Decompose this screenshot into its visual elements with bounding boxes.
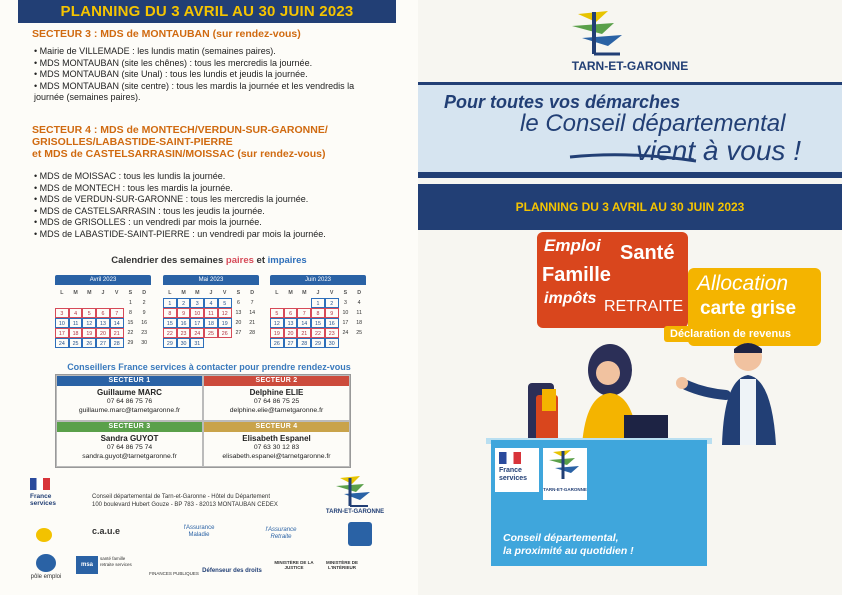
calendar-day: 1: [311, 298, 325, 308]
left-page: [0, 0, 418, 595]
calendar-weekday: D: [357, 290, 362, 296]
calendar-day: 29: [311, 338, 325, 348]
topic-impots: impôts: [544, 290, 597, 307]
calendar-day: 21: [110, 328, 124, 338]
calendar-day: 11: [69, 318, 83, 328]
tarn-et-garonne-text: TARN-ET-GARONNE: [325, 509, 385, 515]
topic-emploi: Emploi: [544, 236, 601, 255]
calendar-day: 17: [190, 318, 204, 328]
calendar-day: 15: [127, 320, 134, 326]
calendar-day: 30: [177, 338, 191, 348]
address: [92, 493, 278, 509]
calendar-weekday: M: [87, 290, 92, 296]
calendar-day: [339, 338, 353, 348]
calendar-day: 11: [356, 310, 362, 316]
calendar-day: 3: [190, 298, 204, 308]
calendar-day: 23: [177, 328, 191, 338]
calendar-weekday: L: [168, 290, 172, 296]
calendar-day: 17: [55, 328, 69, 338]
counsellor-cell: [203, 375, 350, 421]
calendar-day: 5: [218, 298, 232, 308]
calendar-day: 19: [82, 328, 96, 338]
sector-label: SECTEUR 3: [57, 422, 202, 432]
calendar-day: 18: [356, 320, 363, 326]
counsellor-phone: 07 64 86 75 74: [106, 443, 153, 451]
calendar-day: 29: [163, 338, 177, 348]
sector4-title: [32, 124, 328, 160]
sector4-title-line: et MDS de CASTELSARRASIN/MOISSAC (sur rendez-vous): [32, 148, 326, 160]
calendar-title-odd: impaires: [267, 255, 307, 266]
topic-declaration: Déclaration de revenus: [664, 326, 797, 342]
calendar-day: 23: [141, 330, 148, 336]
calendar-day: 29: [127, 340, 134, 346]
calendar-day: 2: [142, 300, 146, 306]
planning-banner: PLANNING DU 3 AVRIL AU 30 JUIN 2023: [418, 184, 842, 230]
counsellor-name: Elisabeth Espanel: [242, 434, 311, 443]
slogan-line-2: le Conseil départemental: [520, 110, 786, 137]
calendar-month: [163, 275, 259, 348]
calendar-day: 16: [177, 318, 191, 328]
calendar-day: 3: [343, 300, 347, 306]
sector4-list: [34, 171, 406, 241]
tarn-et-garonne-emblem-icon: [330, 474, 380, 508]
calendar-day: 10: [342, 310, 349, 316]
calendar-day: 28: [249, 330, 256, 336]
list-item: • MDS MONTAUBAN (site les chênes) : tous les mercredis la journée.: [34, 57, 313, 68]
counsellor-phone: 07 64 86 75 25: [253, 397, 300, 405]
ministere-justice-logo: MINISTÈRE DE LA JUSTICE: [274, 560, 314, 570]
counter-illustration: [500, 335, 820, 445]
address-line: 100 boulevard Hubert Gouze - BP 783 - 82013 MONTAUBAN CEDEX: [92, 502, 278, 508]
calendar-day: 25: [204, 328, 218, 338]
calendar-day: 9: [325, 308, 339, 318]
calendar-weekday: M: [288, 290, 293, 296]
calendar-day: 3: [55, 308, 69, 318]
sector4-title-line: GRISOLLES/LABASTIDE-SAINT-PIERRE: [32, 136, 233, 148]
calendar-day: 28: [297, 338, 311, 348]
ministere-interieur-logo: MINISTÈRE DE L'INTÉRIEUR: [325, 560, 358, 570]
counsellor-name: Delphine ELIE: [249, 388, 304, 397]
calendar-day: 6: [284, 308, 298, 318]
slogan-line-1: Pour toutes vos démarches: [444, 92, 681, 112]
topic-allocation: Allocation: [697, 272, 789, 295]
calendar-month-title: Avril 2023: [55, 275, 151, 285]
calendar-day: 30: [141, 340, 148, 346]
france-services-text: France services: [30, 493, 57, 507]
sector-label: SECTEUR 1: [57, 376, 202, 386]
counsellor-cell: [203, 421, 350, 467]
calendar-day: 7: [110, 308, 124, 318]
sector3-title: SECTEUR 3 : MDS de MONTAUBAN (sur rendez-vous): [32, 28, 301, 40]
calendar-day: [218, 338, 232, 348]
calendar-day: 27: [235, 330, 242, 336]
msa-logo: msa: [76, 556, 98, 574]
calendar-day: 31: [190, 338, 204, 348]
list-item: • MDS MONTAUBAN (site centre) : tous les mardis la journée et les vendredis la: [34, 80, 355, 91]
counsellor-email[interactable]: elisabeth.espanel@tarnetgaronne.fr: [222, 452, 331, 460]
calendar-weekday: D: [142, 290, 147, 296]
calendar-day: 17: [342, 320, 349, 326]
calendar-day: 8: [128, 310, 132, 316]
sector3-list: [34, 46, 406, 104]
counsellor-email[interactable]: sandra.guyot@tarnetgaronne.fr: [82, 452, 177, 460]
calendar-month-title: Mai 2023: [163, 275, 259, 285]
calendar-day: 12: [218, 308, 232, 318]
calendar-day: 27: [96, 338, 110, 348]
calendar-day: 8: [311, 308, 325, 318]
list-item: • MDS MONTAUBAN (site Unal) : tous les lundis et jeudis la journée.: [34, 69, 308, 80]
assurance-maladie-logo: l'Assurance Maladie: [183, 525, 215, 538]
tarn-et-garonne-emblem-icon: [543, 448, 587, 482]
trophy-figure: [528, 383, 558, 445]
address-line: Conseil départemental de Tarn-et-Garonne - Hôtel du Département: [92, 494, 270, 500]
desk-caption-line-1: Conseil départemental,: [503, 532, 619, 544]
calendar-day: 25: [356, 330, 363, 336]
list-item: • MDS de MONTECH : tous les mardis la journée.: [34, 182, 233, 193]
counsellor-name: Guillaume MARC: [97, 388, 162, 397]
france-services-logo: [30, 478, 66, 514]
calendar-day: [232, 338, 246, 348]
swoosh-icon: [568, 149, 698, 165]
calendar-day: [270, 298, 284, 308]
calendar-day: 14: [249, 310, 256, 316]
calendar-title-even: paires: [225, 255, 254, 266]
desk-logo-tarn-et-garonne: [543, 448, 587, 500]
calendar-day: 10: [55, 318, 69, 328]
topic-sante: Santé: [620, 242, 675, 264]
marianne-icon: [30, 478, 50, 490]
calendar-day: 9: [142, 310, 146, 316]
calendar-day: [284, 298, 298, 308]
calendar-day: [96, 298, 110, 308]
slogan-banner: [418, 82, 842, 178]
calendar-day: 19: [218, 318, 232, 328]
man-figure: [676, 343, 776, 445]
slogan-line-3: vient à vous !: [636, 135, 801, 166]
desk-logo-tarn-et-garonne-text: TARN-ET-GARONNE: [543, 487, 587, 492]
tarn-et-garonne-emblem-icon: [558, 8, 638, 58]
calendar-day: 22: [127, 330, 134, 336]
calendar-weekday: V: [329, 290, 334, 296]
calendar-day: 22: [163, 328, 177, 338]
calendar-day: 26: [270, 338, 284, 348]
sector4-title-line: SECTEUR 4 : MDS de MONTECH/VERDUN-SUR-GARONNE/: [32, 124, 328, 136]
list-item: • MDS de LABASTIDE-SAINT-PIERRE : un vendredi par mois la journée.: [34, 228, 326, 239]
calendar-grid: [163, 288, 259, 348]
calendar-weekday: V: [222, 290, 227, 296]
calendar-title-prefix: Calendrier des semaines: [111, 255, 226, 266]
calendar-day: [69, 298, 83, 308]
calendar-day: [352, 338, 366, 348]
calendar-weekday: S: [343, 290, 348, 296]
desk-logo-france-services-text: France services: [499, 467, 528, 482]
calendar-day: 1: [128, 300, 132, 306]
sector-label: SECTEUR 4: [204, 422, 349, 432]
calendar-month: [270, 275, 366, 348]
planning-header: PLANNING DU 3 AVRIL AU 30 JUIN 2023: [18, 0, 396, 23]
list-item: • MDS de MOISSAC : tous les lundis la journée.: [34, 171, 226, 181]
defenseur-logo: Défenseur des droits: [202, 568, 262, 574]
calendar-day: 2: [177, 298, 191, 308]
calendar-day: [204, 338, 218, 348]
calendar-month: [55, 275, 151, 348]
calendar-weekday: L: [275, 290, 279, 296]
calendar-weekday: S: [236, 290, 241, 296]
list-item: • MDS de VERDUN-SUR-GARONNE : tous les mercredis la journée.: [34, 194, 309, 205]
calendar-day: 13: [284, 318, 298, 328]
calendar-month-title: Juin 2023: [270, 275, 366, 285]
calendar-day: 4: [357, 300, 361, 306]
calendar-day: 8: [163, 308, 177, 318]
calendar-day: 21: [249, 320, 256, 326]
topic-famille: Famille: [542, 264, 611, 286]
brand-logo: [558, 8, 638, 58]
calendar-weekday: V: [114, 290, 119, 296]
calendar-day: 25: [69, 338, 83, 348]
calendar-weekday: S: [128, 290, 133, 296]
desk-logo-france-services: [495, 448, 539, 492]
topic-carte-grise: carte grise: [700, 298, 797, 319]
calendar-day: 28: [110, 338, 124, 348]
calendar-weekday: J: [316, 290, 320, 296]
list-item: • Mairie de VILLEMADE : les lundis matin (semaines paires).: [34, 46, 276, 56]
calendar-weekday: M: [73, 290, 78, 296]
calendar-day: 5: [82, 308, 96, 318]
calendar-day: [110, 298, 124, 308]
calendar-day: 16: [141, 320, 148, 326]
brand-name: TARN-ET-GARONNE: [571, 59, 689, 73]
calendar-day: 24: [342, 330, 349, 336]
list-item: • MDS de CASTELSARRASIN : tous les jeudis la journée.: [34, 205, 265, 216]
sante-famille-text: santé famille retraite services: [100, 556, 132, 567]
calendar-day: 18: [204, 318, 218, 328]
calendar-day: 9: [177, 308, 191, 318]
calendar-day: 24: [190, 328, 204, 338]
calendar-day: 13: [96, 318, 110, 328]
sector-label: SECTEUR 2: [204, 376, 349, 386]
calendar-day: 23: [325, 328, 339, 338]
finances-publiques-logo: FINANCES PUBLIQUES: [149, 571, 199, 576]
calendar-day: 6: [236, 300, 240, 306]
assurance-retraite-logo: l'Assurance Retraite: [265, 527, 297, 540]
calendar-day: 21: [297, 328, 311, 338]
calendar-day: 10: [190, 308, 204, 318]
calendar-grid: [55, 288, 151, 348]
calendar-day: 12: [82, 318, 96, 328]
calendar-weekday: M: [302, 290, 307, 296]
la-poste-logo: [36, 528, 52, 542]
pole-emploi-logo: [36, 554, 56, 572]
counsellors-title: Conseillers France services à contacter pour prendre rendez-vous: [67, 362, 351, 372]
calendar-day: 22: [311, 328, 325, 338]
calendar-weekday: D: [250, 290, 255, 296]
calendar-day: 4: [69, 308, 83, 318]
topic-retraite: RETRAITE: [604, 298, 684, 315]
counsellor-email[interactable]: delphine.elie@tarnetgaronne.fr: [229, 406, 324, 414]
counsellor-cell: [56, 375, 203, 421]
counsellor-phone: 07 63 30 12 83: [253, 443, 300, 451]
calendar-day: 27: [284, 338, 298, 348]
marianne-icon: [499, 452, 521, 464]
calendar-day: 13: [235, 310, 242, 316]
tarn-et-garonne-logo: [325, 474, 385, 522]
calendar-weekday: L: [60, 290, 64, 296]
calendar-day: 14: [297, 318, 311, 328]
calendar-weekday: M: [181, 290, 186, 296]
caf-logo: [348, 522, 372, 546]
calendar-day: 14: [110, 318, 124, 328]
list-item: journée (semaines paires).: [34, 92, 141, 103]
calendar-grid: [270, 288, 366, 348]
pole-emploi-text: pôle emploi: [30, 574, 62, 580]
calendar-day: 30: [325, 338, 339, 348]
counsellors-table: [55, 374, 351, 468]
calendar-day: 20: [284, 328, 298, 338]
counsellor-name: Sandra GUYOT: [100, 434, 159, 443]
calendar-day: 26: [218, 328, 232, 338]
calendar-day: 16: [325, 318, 339, 328]
calendar-title-mid: et: [253, 255, 268, 266]
calendar-day: 2: [325, 298, 339, 308]
calendar-day: 6: [96, 308, 110, 318]
calendar-day: [82, 298, 96, 308]
desk-caption: [503, 532, 634, 558]
calendar-day: 7: [250, 300, 254, 306]
calendar-day: 26: [82, 338, 96, 348]
desk-caption-line-2: la proximité au quotidien !: [503, 545, 634, 557]
calendar-day: 5: [270, 308, 284, 318]
list-item: • MDS de GRISOLLES : un vendredi par mois la journée.: [34, 217, 262, 228]
calendar-day: [297, 298, 311, 308]
calendar-weekday: J: [101, 290, 105, 296]
calendar-day: 19: [270, 328, 284, 338]
calendar-day: 15: [163, 318, 177, 328]
calendar-weekday: M: [195, 290, 200, 296]
calendar-day: 20: [235, 320, 242, 326]
counsellor-cell: [56, 421, 203, 467]
calendar-day: 18: [69, 328, 83, 338]
calendar-day: 11: [204, 308, 218, 318]
counsellor-phone: 07 64 86 75 76: [106, 397, 153, 405]
calendar-day: 12: [270, 318, 284, 328]
calendar-day: 24: [55, 338, 69, 348]
calendar-day: 1: [163, 298, 177, 308]
calendar-day: 20: [96, 328, 110, 338]
calendar-weekday: J: [209, 290, 213, 296]
calendar-title: [0, 255, 418, 266]
calendar-day: 15: [311, 318, 325, 328]
calendar-day: [245, 338, 259, 348]
calendar-day: 4: [204, 298, 218, 308]
calendar-day: 7: [297, 308, 311, 318]
caue-logo: c.a.u.e: [91, 526, 120, 536]
calendar-day: [55, 298, 69, 308]
counsellor-email[interactable]: guillaume.marc@tarnetgaronne.fr: [78, 406, 181, 414]
